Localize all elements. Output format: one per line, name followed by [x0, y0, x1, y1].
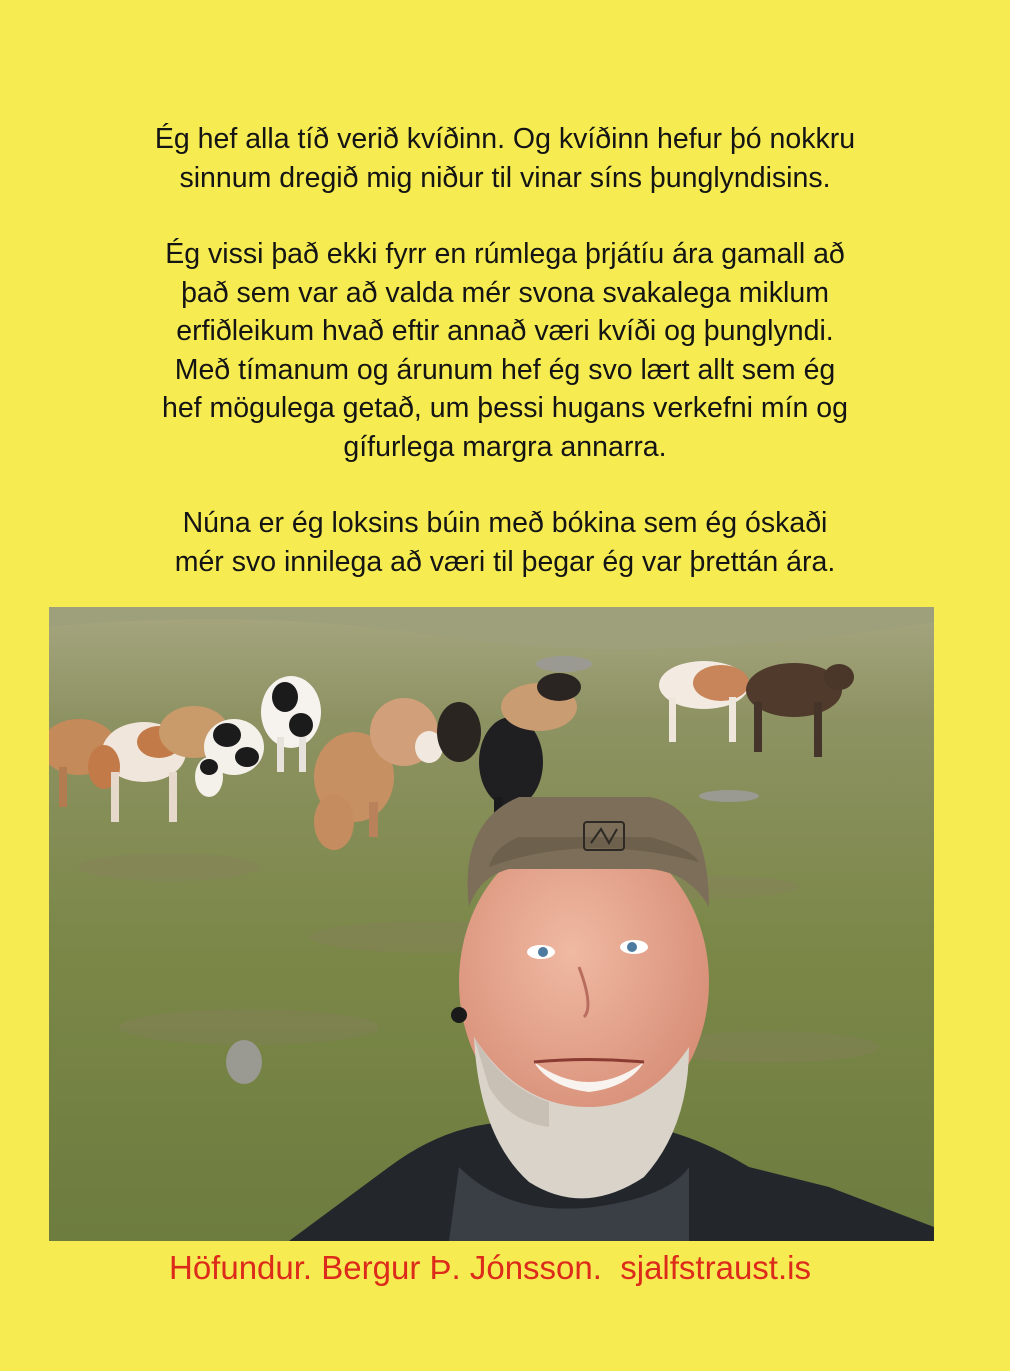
- author-credit: Höfundur. Bergur Þ. Jónsson. sjalfstraust.is: [169, 1249, 811, 1286]
- text-line: hef mögulega getað, um þessi hugans verkefni mín og: [161, 392, 848, 424]
- paragraph-3: [60, 504, 950, 581]
- text-line: Ég hef alla tíð verið kvíðinn. Og kvíðinn hefur þó nokkru: [154, 123, 856, 155]
- author-selfie-with-cows-illustration: [49, 607, 934, 1241]
- eye-right: [627, 942, 637, 952]
- text-line: Með tímanum og árunum hef ég svo lært allt sem ég: [174, 353, 836, 386]
- cow: [437, 702, 481, 762]
- eye-left: [538, 947, 548, 957]
- paragraph-2: [60, 235, 950, 466]
- text-line: það sem var að valda mér svona svakalega miklum: [181, 276, 829, 309]
- cow: [537, 673, 581, 701]
- text-line: gífurlega margra annarra.: [343, 430, 667, 463]
- text-line: sinnum dregið mig niður til vinar síns þunglyndisins.: [179, 161, 831, 194]
- paragraph-1: [60, 120, 950, 197]
- back-cover-text: [60, 120, 950, 581]
- text-line: Ég vissi það ekki fyrr en rúmlega þrjátíu ára gamall að: [165, 238, 845, 270]
- text-line: Núna er ég loksins búin með bókina sem ég óskaði: [182, 507, 828, 539]
- earbud: [451, 1007, 467, 1023]
- text-line: mér svo innilega að væri til þegar ég var þrettán ára.: [174, 545, 836, 578]
- text-line: erfiðleikum hvað eftir annað væri kvíði og þunglyndi.: [176, 315, 834, 347]
- author-photo: [49, 607, 934, 1241]
